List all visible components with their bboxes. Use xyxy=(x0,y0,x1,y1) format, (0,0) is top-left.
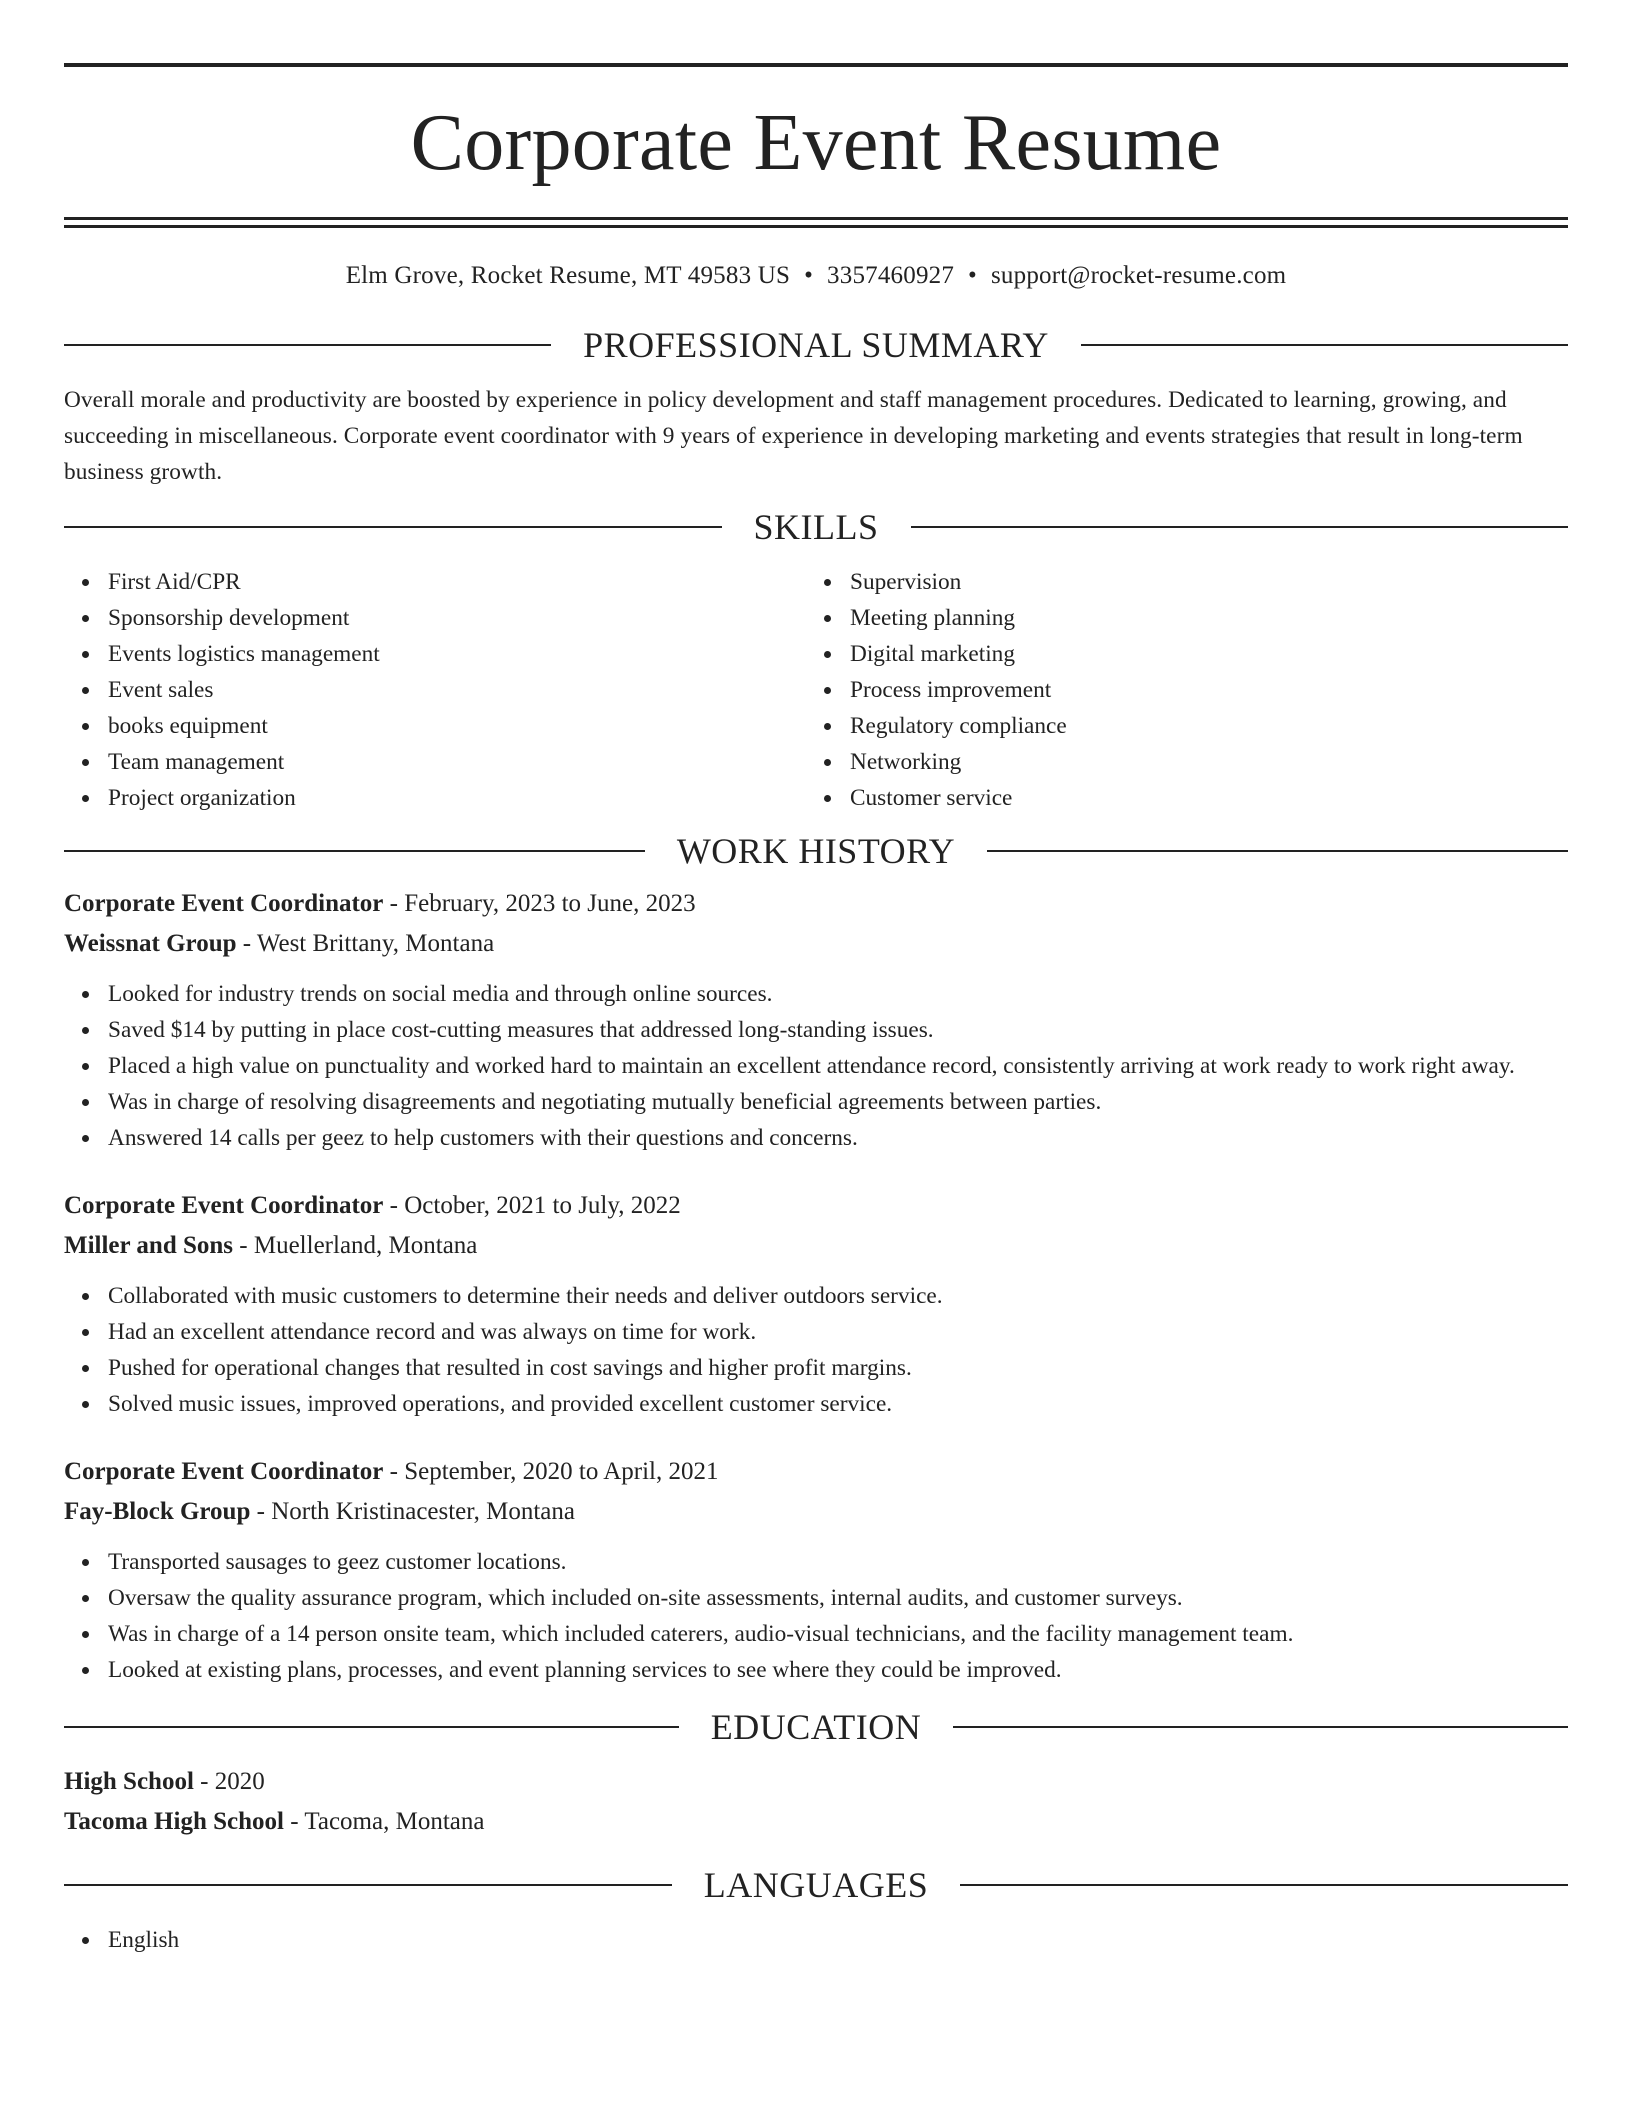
job-company: Weissnat Group xyxy=(64,930,237,957)
section-header-languages xyxy=(64,1862,1568,1908)
contact-email: support@rocket-resume.com xyxy=(991,262,1287,289)
job-bullet: Oversaw the quality assurance program, which included on-site assessments, internal audits, and customer surveys. xyxy=(64,1580,1568,1616)
job-bullets xyxy=(64,976,1568,1156)
section-rule xyxy=(960,1884,1568,1886)
title-double-rule xyxy=(64,217,1568,228)
section-header-skills xyxy=(64,504,1568,550)
section-header-summary xyxy=(64,322,1568,368)
section-rule xyxy=(64,1726,679,1728)
job-title-line xyxy=(64,1452,1568,1492)
job-company: Miller and Sons xyxy=(64,1232,234,1259)
job-company-line xyxy=(64,924,1568,964)
job-title: Corporate Event Coordinator xyxy=(64,1192,384,1219)
job-bullets xyxy=(64,1544,1568,1688)
skill-item: Sponsorship development xyxy=(64,600,806,636)
skill-item: Meeting planning xyxy=(806,600,1548,636)
job-title-line xyxy=(64,884,1568,924)
job-location: - West Brittany, Montana xyxy=(236,930,495,957)
job-dates: - September, 2020 to April, 2021 xyxy=(383,1458,719,1485)
section-title-summary: PROFESSIONAL SUMMARY xyxy=(583,325,1049,365)
education-school: Tacoma High School xyxy=(64,1808,284,1835)
job-bullet: Looked at existing plans, processes, and event planning services to see where they could be improved. xyxy=(64,1652,1568,1688)
job-title: Corporate Event Coordinator xyxy=(64,1458,384,1485)
skill-item: Events logistics management xyxy=(64,636,806,672)
skill-item: Supervision xyxy=(806,564,1548,600)
job-bullet: Had an excellent attendance record and was always on time for work. xyxy=(64,1314,1568,1350)
job-entry xyxy=(64,1452,1568,1688)
skill-item: Project organization xyxy=(64,780,806,816)
contact-address: Elm Grove, Rocket Resume, MT 49583 US xyxy=(345,262,791,289)
job-location: - North Kristinacester, Montana xyxy=(250,1498,575,1525)
job-bullets xyxy=(64,1278,1568,1422)
section-rule xyxy=(953,1726,1568,1728)
job-bullet: Solved music issues, improved operations, and provided excellent customer service. xyxy=(64,1386,1568,1422)
skill-item: Event sales xyxy=(64,672,806,708)
skills-columns xyxy=(64,564,1568,816)
job-bullet: Saved $14 by putting in place cost-cutting measures that addressed long-standing issues. xyxy=(64,1012,1568,1048)
contact-separator: • xyxy=(968,262,977,289)
job-bullet: Collaborated with music customers to determine their needs and deliver outdoors service. xyxy=(64,1278,1568,1314)
section-rule xyxy=(987,850,1568,852)
section-title-languages: LANGUAGES xyxy=(703,1865,929,1905)
job-title: Corporate Event Coordinator xyxy=(64,890,384,917)
language-item: English xyxy=(64,1922,1568,1958)
education-location: - Tacoma, Montana xyxy=(283,1808,485,1835)
skill-item: Regulatory compliance xyxy=(806,708,1548,744)
job-title-line xyxy=(64,1186,1568,1226)
education-school-line xyxy=(64,1802,1568,1842)
skill-item: Process improvement xyxy=(806,672,1548,708)
education-year: - 2020 xyxy=(193,1768,265,1795)
education-degree-line xyxy=(64,1762,1568,1802)
section-title-skills: SKILLS xyxy=(753,507,879,547)
section-rule xyxy=(911,526,1569,528)
summary-text: Overall morale and productivity are boosted by experience in policy development and staff management procedures. Dedicated to learning, growing, and succeeding in miscellaneous. Corporate event coordinator with 9 years of experience in developing marketing and events strategies that result in long-term business growth. xyxy=(64,387,1523,485)
job-bullet: Answered 14 calls per geez to help customers with their questions and concerns. xyxy=(64,1120,1568,1156)
education-degree: High School xyxy=(64,1768,194,1795)
job-bullet: Was in charge of a 14 person onsite team, which included caterers, audio-visual technicians, and the facility management team. xyxy=(64,1616,1568,1652)
job-bullet: Pushed for operational changes that resulted in cost savings and higher profit margins. xyxy=(64,1350,1568,1386)
section-header-education xyxy=(64,1704,1568,1750)
job-company-line xyxy=(64,1226,1568,1266)
skill-item: Digital marketing xyxy=(806,636,1548,672)
work-history xyxy=(64,884,1568,1688)
skill-item: books equipment xyxy=(64,708,806,744)
skills-list-right xyxy=(806,564,1548,816)
skill-item: Networking xyxy=(806,744,1548,780)
skill-item: First Aid/CPR xyxy=(64,564,806,600)
job-dates: - October, 2021 to July, 2022 xyxy=(383,1192,681,1219)
contact-line xyxy=(64,260,1568,292)
section-rule xyxy=(64,850,645,852)
section-rule xyxy=(1081,344,1568,346)
resume-title: Corporate Event Resume xyxy=(410,99,1222,187)
job-bullet: Transported sausages to geez customer locations. xyxy=(64,1544,1568,1580)
job-bullet: Looked for industry trends on social media and through online sources. xyxy=(64,976,1568,1012)
job-company: Fay-Block Group xyxy=(64,1498,251,1525)
job-company-line xyxy=(64,1492,1568,1532)
languages-list xyxy=(64,1922,1568,1958)
job-bullet: Placed a high value on punctuality and worked hard to maintain an excellent attendance record, consistently arriving at work ready to work right away. xyxy=(64,1048,1568,1084)
section-title-work: WORK HISTORY xyxy=(676,831,956,871)
job-entry xyxy=(64,884,1568,1156)
section-rule xyxy=(64,526,722,528)
skill-item: Customer service xyxy=(806,780,1548,816)
job-dates: - February, 2023 to June, 2023 xyxy=(383,890,696,917)
section-rule xyxy=(64,1884,672,1886)
job-location: - Muellerland, Montana xyxy=(233,1232,478,1259)
job-bullet: Was in charge of resolving disagreements and negotiating mutually beneficial agreements between parties. xyxy=(64,1084,1568,1120)
contact-phone: 3357460927 xyxy=(827,262,955,289)
skill-item: Team management xyxy=(64,744,806,780)
section-header-work xyxy=(64,828,1568,874)
skills-list-left xyxy=(64,564,806,816)
education-entry xyxy=(64,1762,1568,1842)
contact-separator: • xyxy=(804,262,814,289)
section-rule xyxy=(64,344,551,346)
job-entry xyxy=(64,1186,1568,1422)
section-title-education: EDUCATION xyxy=(710,1707,922,1747)
